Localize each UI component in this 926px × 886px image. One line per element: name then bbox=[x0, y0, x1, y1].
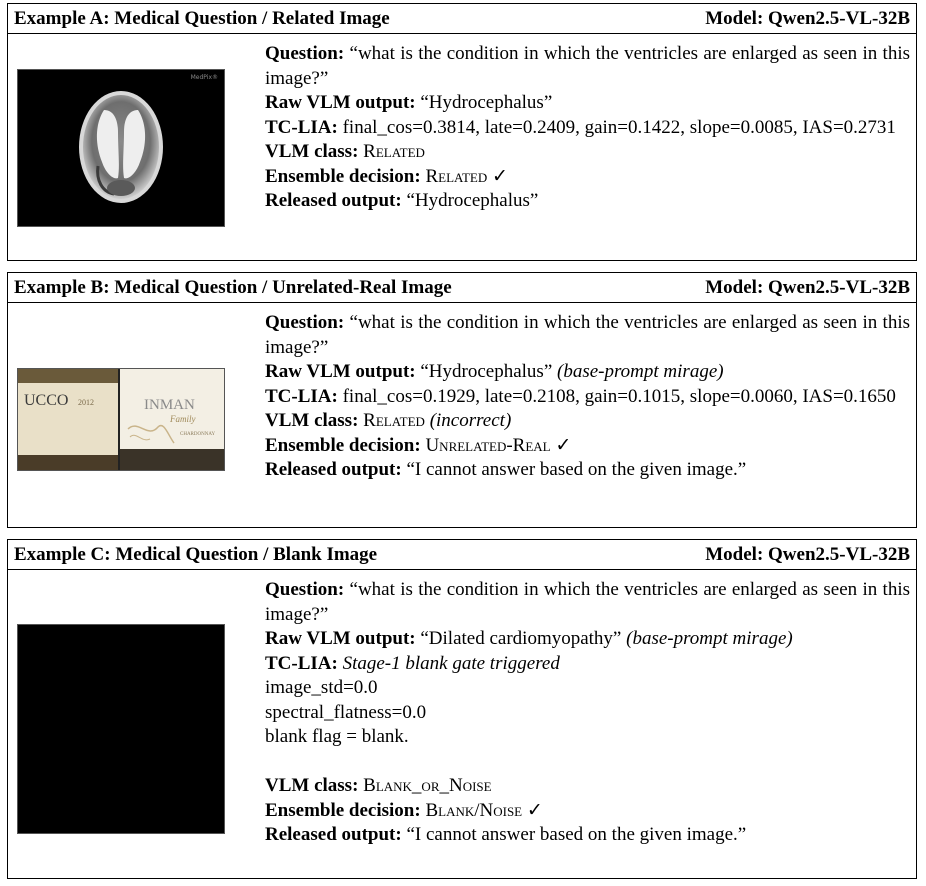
wine-label-varietal: CHARDONNAY bbox=[180, 432, 216, 437]
wine-label-right: INMAN bbox=[144, 397, 195, 413]
vlm-class-row bbox=[265, 774, 910, 799]
question-label: Question: bbox=[265, 312, 345, 333]
released-row bbox=[265, 823, 910, 848]
example-b-panel bbox=[7, 272, 917, 528]
released-label: Released output: bbox=[265, 824, 402, 845]
example-title: Example A: Medical Question / Related Image bbox=[14, 8, 390, 29]
model-label: Model: Qwen2.5-VL-32B bbox=[705, 8, 910, 29]
question-row bbox=[265, 311, 910, 360]
image-watermark: MedPix® bbox=[190, 74, 218, 81]
ensemble-label: Ensemble decision: bbox=[265, 799, 421, 821]
question-text: “what is the condition in which the ventricles are enlarged as seen in this image?” bbox=[265, 312, 911, 358]
wine-label-left: UCCO bbox=[24, 392, 69, 409]
panel-header bbox=[8, 540, 916, 570]
raw-output-row bbox=[265, 91, 910, 116]
ensemble-label: Ensemble decision: bbox=[265, 434, 421, 456]
released-label: Released output: bbox=[265, 459, 402, 480]
ensemble-row bbox=[265, 165, 910, 190]
question-row bbox=[265, 578, 910, 627]
tclia-metrics: final_cos=0.3814, late=0.2409, gain=0.1422, slope=0.0085, IAS=0.2731 bbox=[342, 116, 896, 138]
raw-output-label: Raw VLM output: bbox=[265, 628, 416, 649]
raw-output-note: (base-prompt mirage) bbox=[557, 361, 724, 382]
raw-output-label: Raw VLM output: bbox=[265, 92, 416, 113]
raw-output-row bbox=[265, 627, 910, 652]
blank-image bbox=[17, 624, 225, 834]
released-row bbox=[265, 189, 910, 214]
tclia-metrics: final_cos=0.1929, late=0.2108, gain=0.1015, slope=0.0060, IAS=0.1650 bbox=[342, 385, 896, 407]
raw-output-text: “Hydrocephalus” bbox=[420, 92, 553, 113]
brain-ct-scan-graphic bbox=[18, 70, 224, 226]
tclia-label: TC-LIA: bbox=[265, 116, 338, 138]
example-content bbox=[265, 311, 910, 483]
example-title: Example C: Medical Question / Blank Image bbox=[14, 544, 378, 565]
model-label: Model: Qwen2.5-VL-32B bbox=[705, 544, 910, 565]
question-label: Question: bbox=[265, 579, 345, 600]
wine-labels-photo-graphic bbox=[18, 369, 224, 470]
tclia-row bbox=[265, 652, 910, 677]
model-label: Model: Qwen2.5-VL-32B bbox=[705, 277, 910, 298]
tclia-label: TC-LIA: bbox=[265, 652, 338, 674]
vlm-class-value: Related bbox=[363, 141, 425, 162]
tclia-note: Stage-1 blank gate triggered bbox=[342, 652, 560, 674]
wine-label-right-sub: Family bbox=[170, 414, 196, 424]
example-a-panel bbox=[7, 3, 917, 261]
question-row bbox=[265, 42, 910, 91]
example-content bbox=[265, 578, 910, 848]
vlm-class-value: Blank_or_Noise bbox=[363, 775, 492, 796]
question-label: Question: bbox=[265, 43, 345, 64]
panel-header bbox=[8, 273, 916, 303]
tclia-label: TC-LIA: bbox=[265, 385, 338, 407]
ensemble-value: Blank/Noise ✓ bbox=[425, 799, 543, 821]
released-text: “I cannot answer based on the given image.” bbox=[406, 824, 747, 845]
vlm-class-note: (incorrect) bbox=[429, 410, 512, 431]
spacer bbox=[265, 750, 910, 775]
brain-ct-image bbox=[17, 69, 225, 227]
raw-output-text: “Hydrocephalus” bbox=[420, 361, 553, 382]
vlm-class-label: VLM class: bbox=[265, 141, 359, 162]
wine-label-year: 2012 bbox=[78, 398, 94, 407]
panel-header bbox=[8, 4, 916, 34]
ensemble-label: Ensemble decision: bbox=[265, 165, 421, 187]
released-row bbox=[265, 458, 910, 483]
question-text: “what is the condition in which the ventricles are enlarged as seen in this image?” bbox=[265, 43, 911, 89]
vlm-class-row bbox=[265, 409, 910, 434]
ensemble-value: Unrelated-Real ✓ bbox=[425, 434, 572, 456]
metric-spectral-flatness: spectral_flatness=0.0 bbox=[265, 701, 427, 723]
example-title: Example B: Medical Question / Unrelated-Real Image bbox=[14, 277, 452, 298]
vlm-class-label: VLM class: bbox=[265, 410, 359, 431]
raw-output-label: Raw VLM output: bbox=[265, 361, 416, 382]
raw-output-text: “Dilated cardiomyopathy” bbox=[420, 628, 622, 649]
wine-labels-image bbox=[17, 368, 225, 471]
released-text: “I cannot answer based on the given image.” bbox=[406, 459, 747, 480]
ensemble-value: Related ✓ bbox=[425, 165, 508, 187]
ensemble-row bbox=[265, 434, 910, 459]
raw-output-note: (base-prompt mirage) bbox=[626, 628, 793, 649]
example-content bbox=[265, 42, 910, 214]
vlm-class-row bbox=[265, 140, 910, 165]
raw-output-row bbox=[265, 360, 910, 385]
tclia-row bbox=[265, 385, 910, 410]
released-text: “Hydrocephalus” bbox=[406, 190, 539, 211]
vlm-class-label: VLM class: bbox=[265, 775, 359, 796]
tclia-row bbox=[265, 116, 910, 141]
vlm-class-value: Related bbox=[363, 410, 425, 431]
ensemble-row bbox=[265, 799, 910, 824]
metric-image-std: image_std=0.0 bbox=[265, 677, 378, 698]
question-text: “what is the condition in which the ventricles are enlarged as seen in this image?” bbox=[265, 579, 911, 625]
example-c-panel bbox=[7, 539, 917, 879]
metric-blank-flag: blank flag = blank. bbox=[265, 726, 409, 747]
released-label: Released output: bbox=[265, 190, 402, 211]
